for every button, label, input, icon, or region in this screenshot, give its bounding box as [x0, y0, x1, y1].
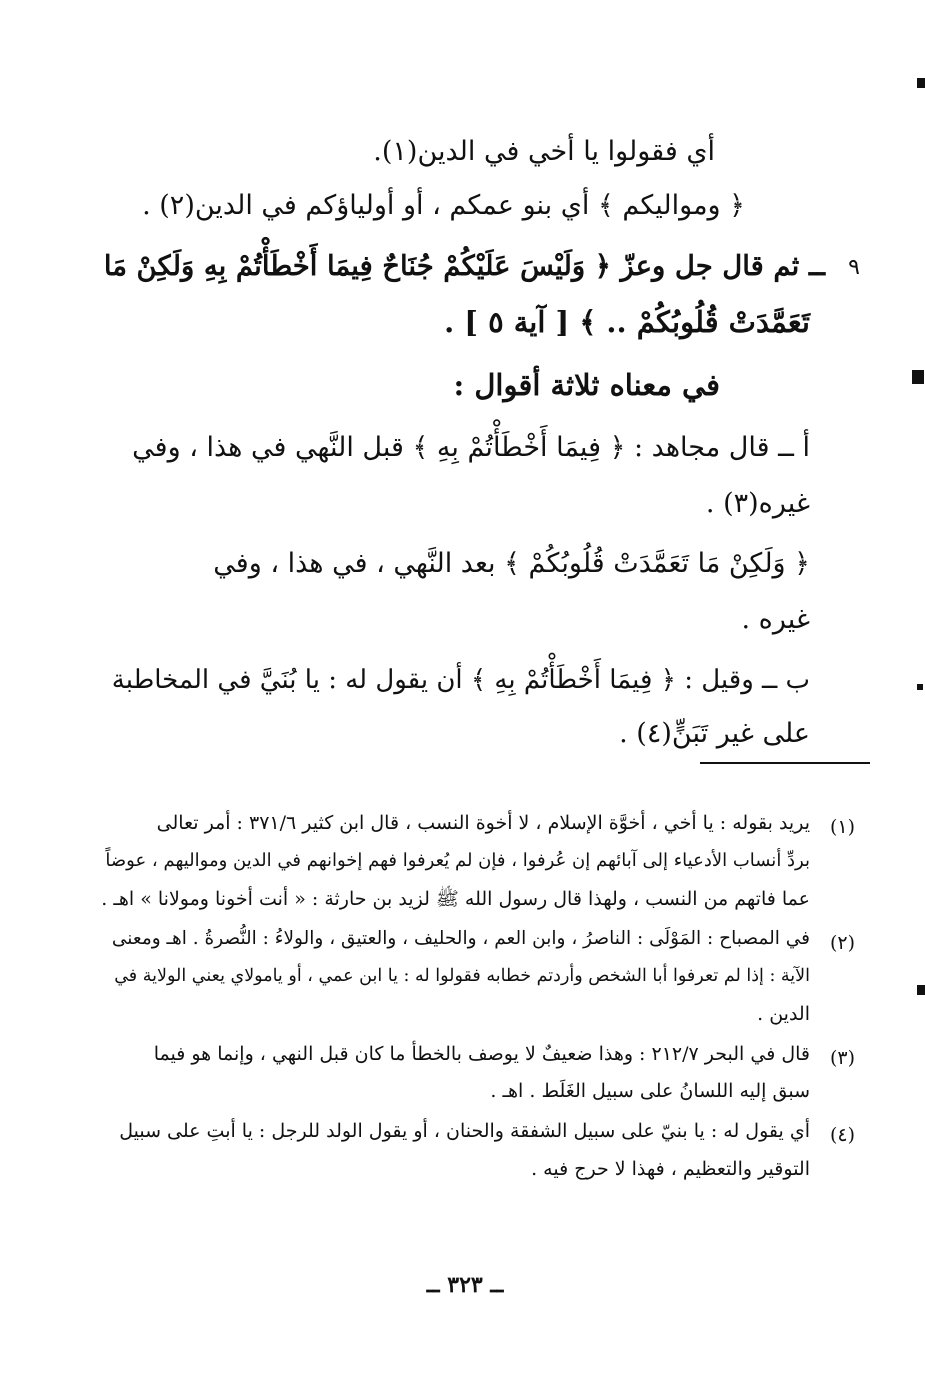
- text-line-a3: ﴿ وَلَكِنْ مَا تَعَمَّدَتْ قُلُوبُكُمْ ﴾ بعد النَّهي ، في هذا ، وفي: [213, 548, 810, 579]
- page-number: ــ ٣٢٣ ــ: [426, 1272, 504, 1298]
- text-line-a1: أ ــ قال مجاهد : ﴿ فِيمَا أَخْطَأْتُمْ بِهِ ﴾ قبل النَّهي في هذا ، وفي: [132, 432, 810, 463]
- text-line-2: ﴿ ومواليكم ﴾ أي بنو عمكم ، أو أولياؤكم في الدين(٢) .: [142, 190, 745, 221]
- text-line-a4: غيره .: [741, 604, 810, 635]
- item-number-9: ٩: [848, 255, 860, 280]
- section-heading: في معناه ثلاثة أقوال :: [453, 368, 720, 402]
- footnote-1-line-b: بردِّ أنساب الأدعياء إلى آبائهم إن عُرفوا ، فإن لم يُعرفوا فهم إخوانهم في الدين ومواليهم ، عوضاً: [105, 850, 810, 871]
- footnote-number-3: (٣): [829, 1047, 855, 1069]
- text-line-b1: ب ــ وقيل : ﴿ فِيمَا أَخْطَأْتُمْ بِهِ ﴾ أن يقول له : يا بُنَيَّ في المخاطبة: [111, 665, 810, 695]
- margin-mark-1: [917, 78, 925, 88]
- footnote-4-line-a: أي يقول له : يا بنيّ على سبيل الشفقة والحنان ، أو يقول الولد للرجل : يا أبتِ على سبيل: [119, 1120, 810, 1142]
- footnote-2-line-b: الآية : إذا لم تعرفوا أبا الشخص وأردتم خطابه فقولوا له : يا ابن عمي ، أو يامولاي يعني الولاية في: [114, 966, 810, 986]
- footnote-3-line-a: قال في البحر ٢١٢/٧ : وهذا ضعيفٌ لا يوصف بالخطأ ما كان قبل النهي ، وإنما هو فيما: [153, 1043, 810, 1065]
- footnote-2-line-a: في المصباح : المَوْلَى : الناصرُ ، وابن العم ، والحليف ، والعتيق ، والولاءُ : النُّصرةُ . اهـ ومعنى: [111, 928, 810, 949]
- verse-line-9a: ــ ثم قال جل وعزّ ﴿ وَلَيْسَ عَلَيْكُمْ جُنَاحٌ فِيمَا أَخْطَأْتُمْ بِهِ وَلَكِنْ مَا: [103, 250, 825, 282]
- text-line-1: أي فقولوا يا أخي في الدين(١).: [373, 136, 715, 167]
- footnote-number-1: (١): [829, 816, 855, 838]
- footnote-4-line-b: التوقير والتعظيم ، فهذا لا حرج فيه .: [531, 1158, 810, 1180]
- footnote-number-2: (٢): [829, 932, 855, 954]
- footnote-separator: [700, 762, 870, 764]
- verse-line-9b: تَعَمَّدَتْ قُلُوبُكُمْ .. ﴾ [ آية ٥ ] .: [444, 305, 810, 339]
- footnote-1-line-a: يريد بقوله : يا أخي ، أخوَّة الإسلام ، لا أخوة النسب ، قال ابن كثير ٣٧١/٦ : أمر تعالى: [156, 812, 810, 834]
- text-line-a2: غيره(٣) .: [705, 488, 810, 519]
- footnote-2-line-c: الدين .: [757, 1003, 810, 1025]
- footnote-3-line-b: سبق إليه اللسانُ على سبيل الغَلَط . اهـ .: [490, 1080, 810, 1102]
- margin-mark-2: [912, 370, 924, 384]
- margin-mark-4: [917, 985, 925, 995]
- margin-mark-3: [917, 684, 923, 690]
- footnote-1-line-c: عما فاتهم من النسب ، ولهذا قال رسول الله ﷺ لزيد بن حارثة : « أنت أخونا ومولانا » اهـ .: [101, 888, 810, 910]
- text-line-b2: على غير تَبَنٍّ(٤) .: [619, 718, 810, 749]
- footnote-number-4: (٤): [829, 1124, 855, 1146]
